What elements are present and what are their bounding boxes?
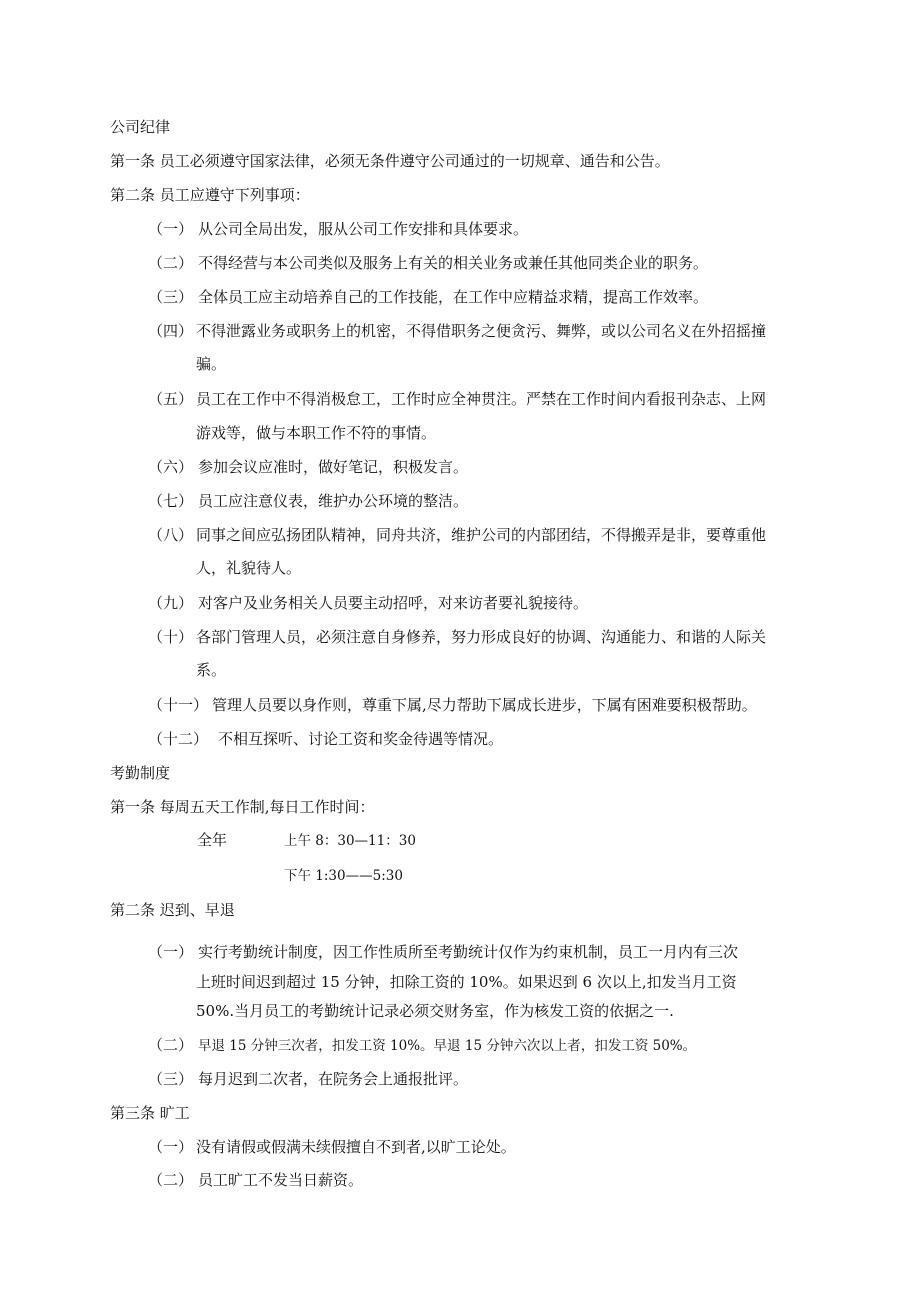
- item-number: （五）: [148, 390, 194, 408]
- item-number: （三）: [148, 288, 194, 306]
- item-number: （四）: [148, 322, 194, 340]
- section-heading-attendance: 考勤制度: [110, 764, 171, 782]
- item-text: 员工应注意仪表，维护办公环境的整洁。: [198, 492, 469, 510]
- attendance-article-3: 第三条 旷工: [110, 1104, 190, 1122]
- item-text-continued: 系。: [196, 661, 227, 679]
- item-text: 全体员工应主动培养自己的工作技能，在工作中应精益求精，提高工作效率。: [198, 288, 709, 306]
- item-number: （二）: [148, 254, 194, 272]
- item-text: 不得泄露业务或职务上的机密，不得借职务之便贪污、舞弊，或以公司名义在外招摇撞: [196, 322, 767, 340]
- item-text: 不相互探听、讨论工资和奖金待遇等情况。: [218, 730, 504, 748]
- item-number: （二）: [148, 1036, 194, 1054]
- attendance-article-1: 第一条 每周五天工作制,每日工作时间：: [110, 798, 375, 816]
- item-number: （三）: [148, 1070, 194, 1088]
- schedule-label-allyear: 全年: [197, 831, 228, 849]
- item-number: （十）: [148, 628, 194, 646]
- item-number: （八）: [148, 526, 194, 544]
- schedule-morning: 上午 8：30—11：30: [284, 833, 416, 849]
- item-text-continued: 上班时间迟到超过 15 分钟，扣除工资的 10%。如果迟到 6 次以上,扣发当月工资: [196, 973, 737, 991]
- section-heading-discipline: 公司纪律: [110, 118, 171, 136]
- item-text: 管理人员要以身作则，尊重下属,尽力帮助下属成长进步，下属有困难要积极帮助。: [212, 696, 757, 714]
- article-1: 第一条 员工必须遵守国家法律，必须无条件遵守公司通过的一切规章、通告和公告。: [110, 152, 670, 170]
- item-number: （十一）: [148, 696, 209, 714]
- item-text-continued: 骗。: [196, 355, 227, 373]
- item-number: （一）: [148, 220, 194, 238]
- item-number: （十二）: [148, 730, 209, 748]
- item-number: （一）: [148, 1138, 194, 1156]
- attendance-article-2: 第二条 迟到、早退: [110, 901, 235, 919]
- item-text: 各部门管理人员，必须注意自身修养，努力形成良好的协调、沟通能力、和谐的人际关: [196, 628, 767, 646]
- item-text: 每月迟到二次者，在院务会上通报批评。: [198, 1070, 469, 1088]
- schedule-afternoon: 下午 1:30——5:30: [284, 868, 403, 884]
- item-number: （七）: [148, 492, 194, 510]
- item-text: 不得经营与本公司类似及服务上有关的相关业务或兼任其他同类企业的职务。: [198, 254, 709, 272]
- item-number: （六）: [148, 458, 194, 476]
- item-number: （九）: [148, 594, 194, 612]
- item-text: 参加会议应准时，做好笔记，积极发言。: [198, 458, 469, 476]
- article-2: 第二条 员工应遵守下列事项：: [110, 186, 310, 204]
- item-number: （二）: [148, 1171, 194, 1189]
- item-text: 实行考勤统计制度，因工作性质所至考勤统计仅作为约束机制，员工一月内有三次: [198, 943, 739, 961]
- item-text: 没有请假或假满未续假擅自不到者,以旷工论处。: [196, 1138, 516, 1156]
- item-text-continued: 人，礼貌待人。: [196, 559, 302, 577]
- item-text-continued: 游戏等，做与本职工作不符的事情。: [196, 424, 437, 442]
- item-text: 早退 15 分钟三次者，扣发工资 10%。早退 15 分钟六次以上者，扣发工资 50%。: [198, 1038, 697, 1054]
- item-number: （一）: [148, 943, 194, 961]
- item-text-continued: 50%.当月员工的考勤统计记录必须交财务室，作为核发工资的依据之一.: [196, 1002, 674, 1020]
- item-text: 同事之间应弘扬团队精神，同舟共济，维护公司的内部团结，不得搬弄是非，要尊重他: [196, 526, 767, 544]
- item-text: 员工旷工不发当日薪资。: [198, 1171, 364, 1189]
- item-text: 员工在工作中不得消极怠工，工作时应全神贯注。严禁在工作时间内看报刊杂志、上网: [196, 390, 767, 408]
- item-text: 对客户及业务相关人员要主动招呼，对来访者要礼貌接待。: [198, 594, 589, 612]
- item-text: 从公司全局出发，服从公司工作安排和具体要求。: [198, 220, 529, 238]
